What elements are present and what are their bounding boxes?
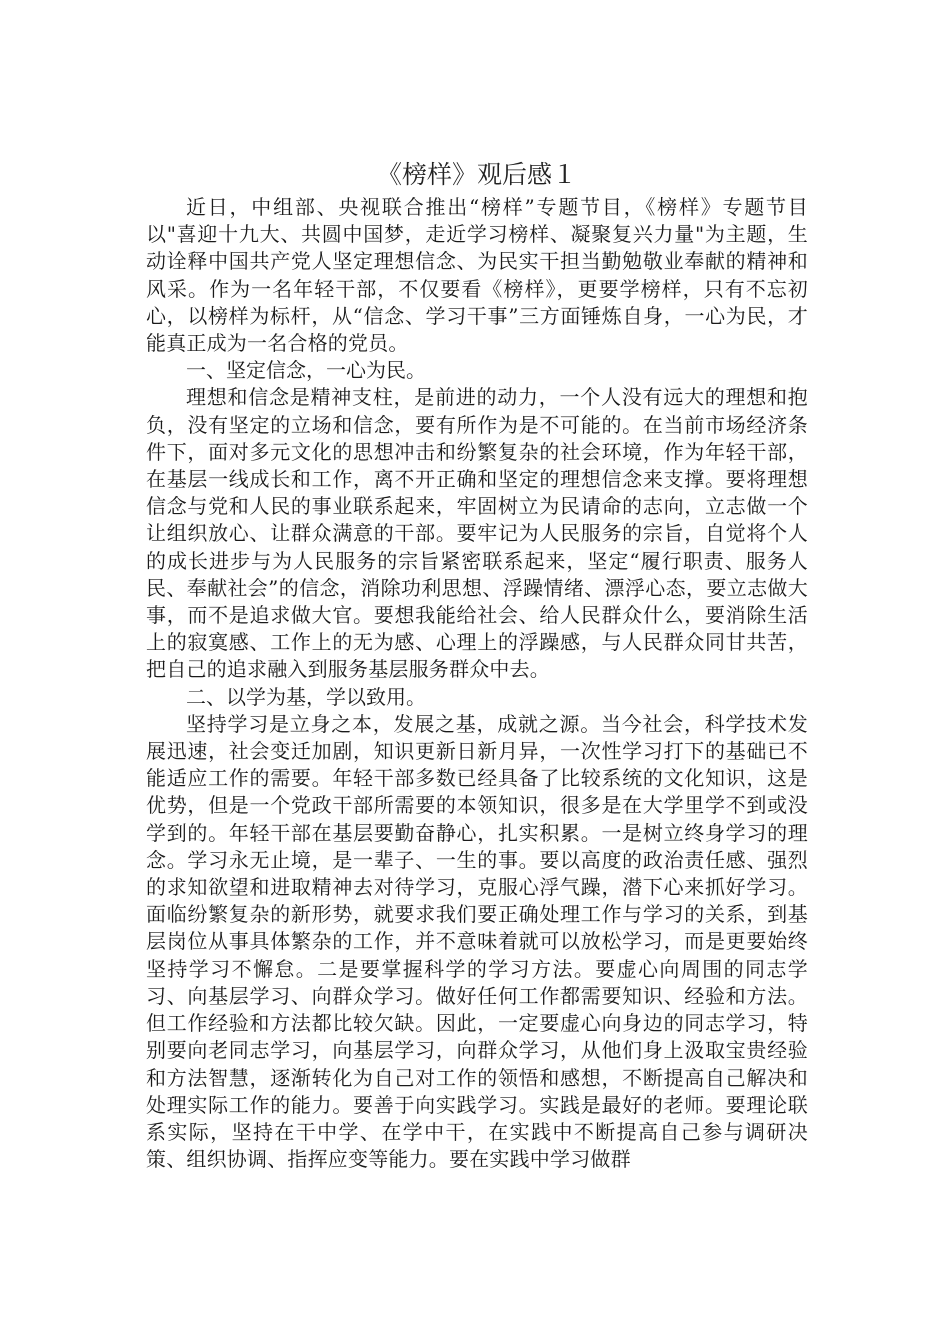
section-2-paragraph: 坚持学习是立身之本，发展之基，成就之源。当今社会，科学技术发展迅速，社会变迁加剧，知识更新日新月异，一次性学习打下的基础已不能适应工作的需要。年轻干部多数已经具备了比较系统的文化知识，这是优势，但是一个党政干部所需要的本领知识，很多是在大学里学不到或没学到的。年轻干部在基层要勤奋静心，扎实积累。一是树立终身学习的理念。学习永无止境，是一辈子、一生的事。要以高度的政治责任感、强烈的求知欲望和进取精神去对待学习，克服心浮气躁，潜下心来抓好学习。面临纷繁复杂的新形势，就要求我们要正确处理工作与学习的关系，到基层岗位从事具体繁杂的工作，并不意味着就可以放松学习，而是更要始终坚持学习不懈怠。二是要掌握科学的学习方法。要虚心向周围的同志学习、向基层学习、向群众学习。做好任何工作都需要知识、经验和方法。但工作经验和方法都比较欠缺。因此，一定要虚心向身边的同志学习，特别要向老同志学习，向基层学习，向群众学习，从他们身上汲取宝贵经验和方法智慧，逐渐转化为自己对工作的领悟和感想，不断提高自己解决和处理实际工作的能力。要善于向实践学习。实践是最好的老师。要理论联系实际，坚持在干中学、在学中干，在实践中不断提高自己参与调研决策、组织协调、指挥应变等能力。要在实践中学习做群 — [146, 711, 808, 1172]
document-title: 《榜样》观后感１ — [376, 160, 577, 189]
section-heading-2: 二、以学为基，学以致用。 — [186, 684, 426, 709]
document-page — [146, 158, 808, 1173]
section-1-paragraph: 理想和信念是精神支柱，是前进的动力，一个人没有远大的理想和抱负，没有坚定的立场和信念，要有所作为是不可能的。在当前市场经济条件下，面对多元文化的思想冲击和纷繁复杂的社会环境，作为年轻干部，在基层一线成长和工作，离不开正确和坚定的理想信念来支撑。要将理想信念与党和人民的事业联系起来，牢固树立为民请命的志向，立志做一个让组织放心、让群众满意的干部。要牢记为人民服务的宗旨，自觉将个人的成长进步与为人民服务的宗旨紧密联系起来，坚定“履行职责、服务人民、奉献社会”的信念，消除功利思想、浮躁情绪、漂浮心态，要立志做大事，而不是追求做大官。要想我能给社会、给人民群众什么，要消除生活上的寂寞感、工作上的无为感、心理上的浮躁感，与人民群众同甘共苦，把自己的追求融入到服务基层服务群众中去。 — [146, 385, 808, 682]
intro-paragraph: 近日，中组部、央视联合推出“榜样”专题节目，《榜样》专题节目以"喜迎十九大、共圆中国梦，走近学习榜样、凝聚复兴力量"为主题，生动诠释中国共产党人坚定理想信念、为民实干担当勤勉敬业奉献的精神和风采。作为一名年轻干部，不仅要看《榜样》，更要学榜样，只有不忘初心，以榜样为标杆，从“信念、学习干事”三方面锤炼自身，一心为民，才能真正成为一名合格的党员。 — [146, 195, 808, 356]
section-heading-1: 一、坚定信念，一心为民。 — [186, 358, 426, 383]
